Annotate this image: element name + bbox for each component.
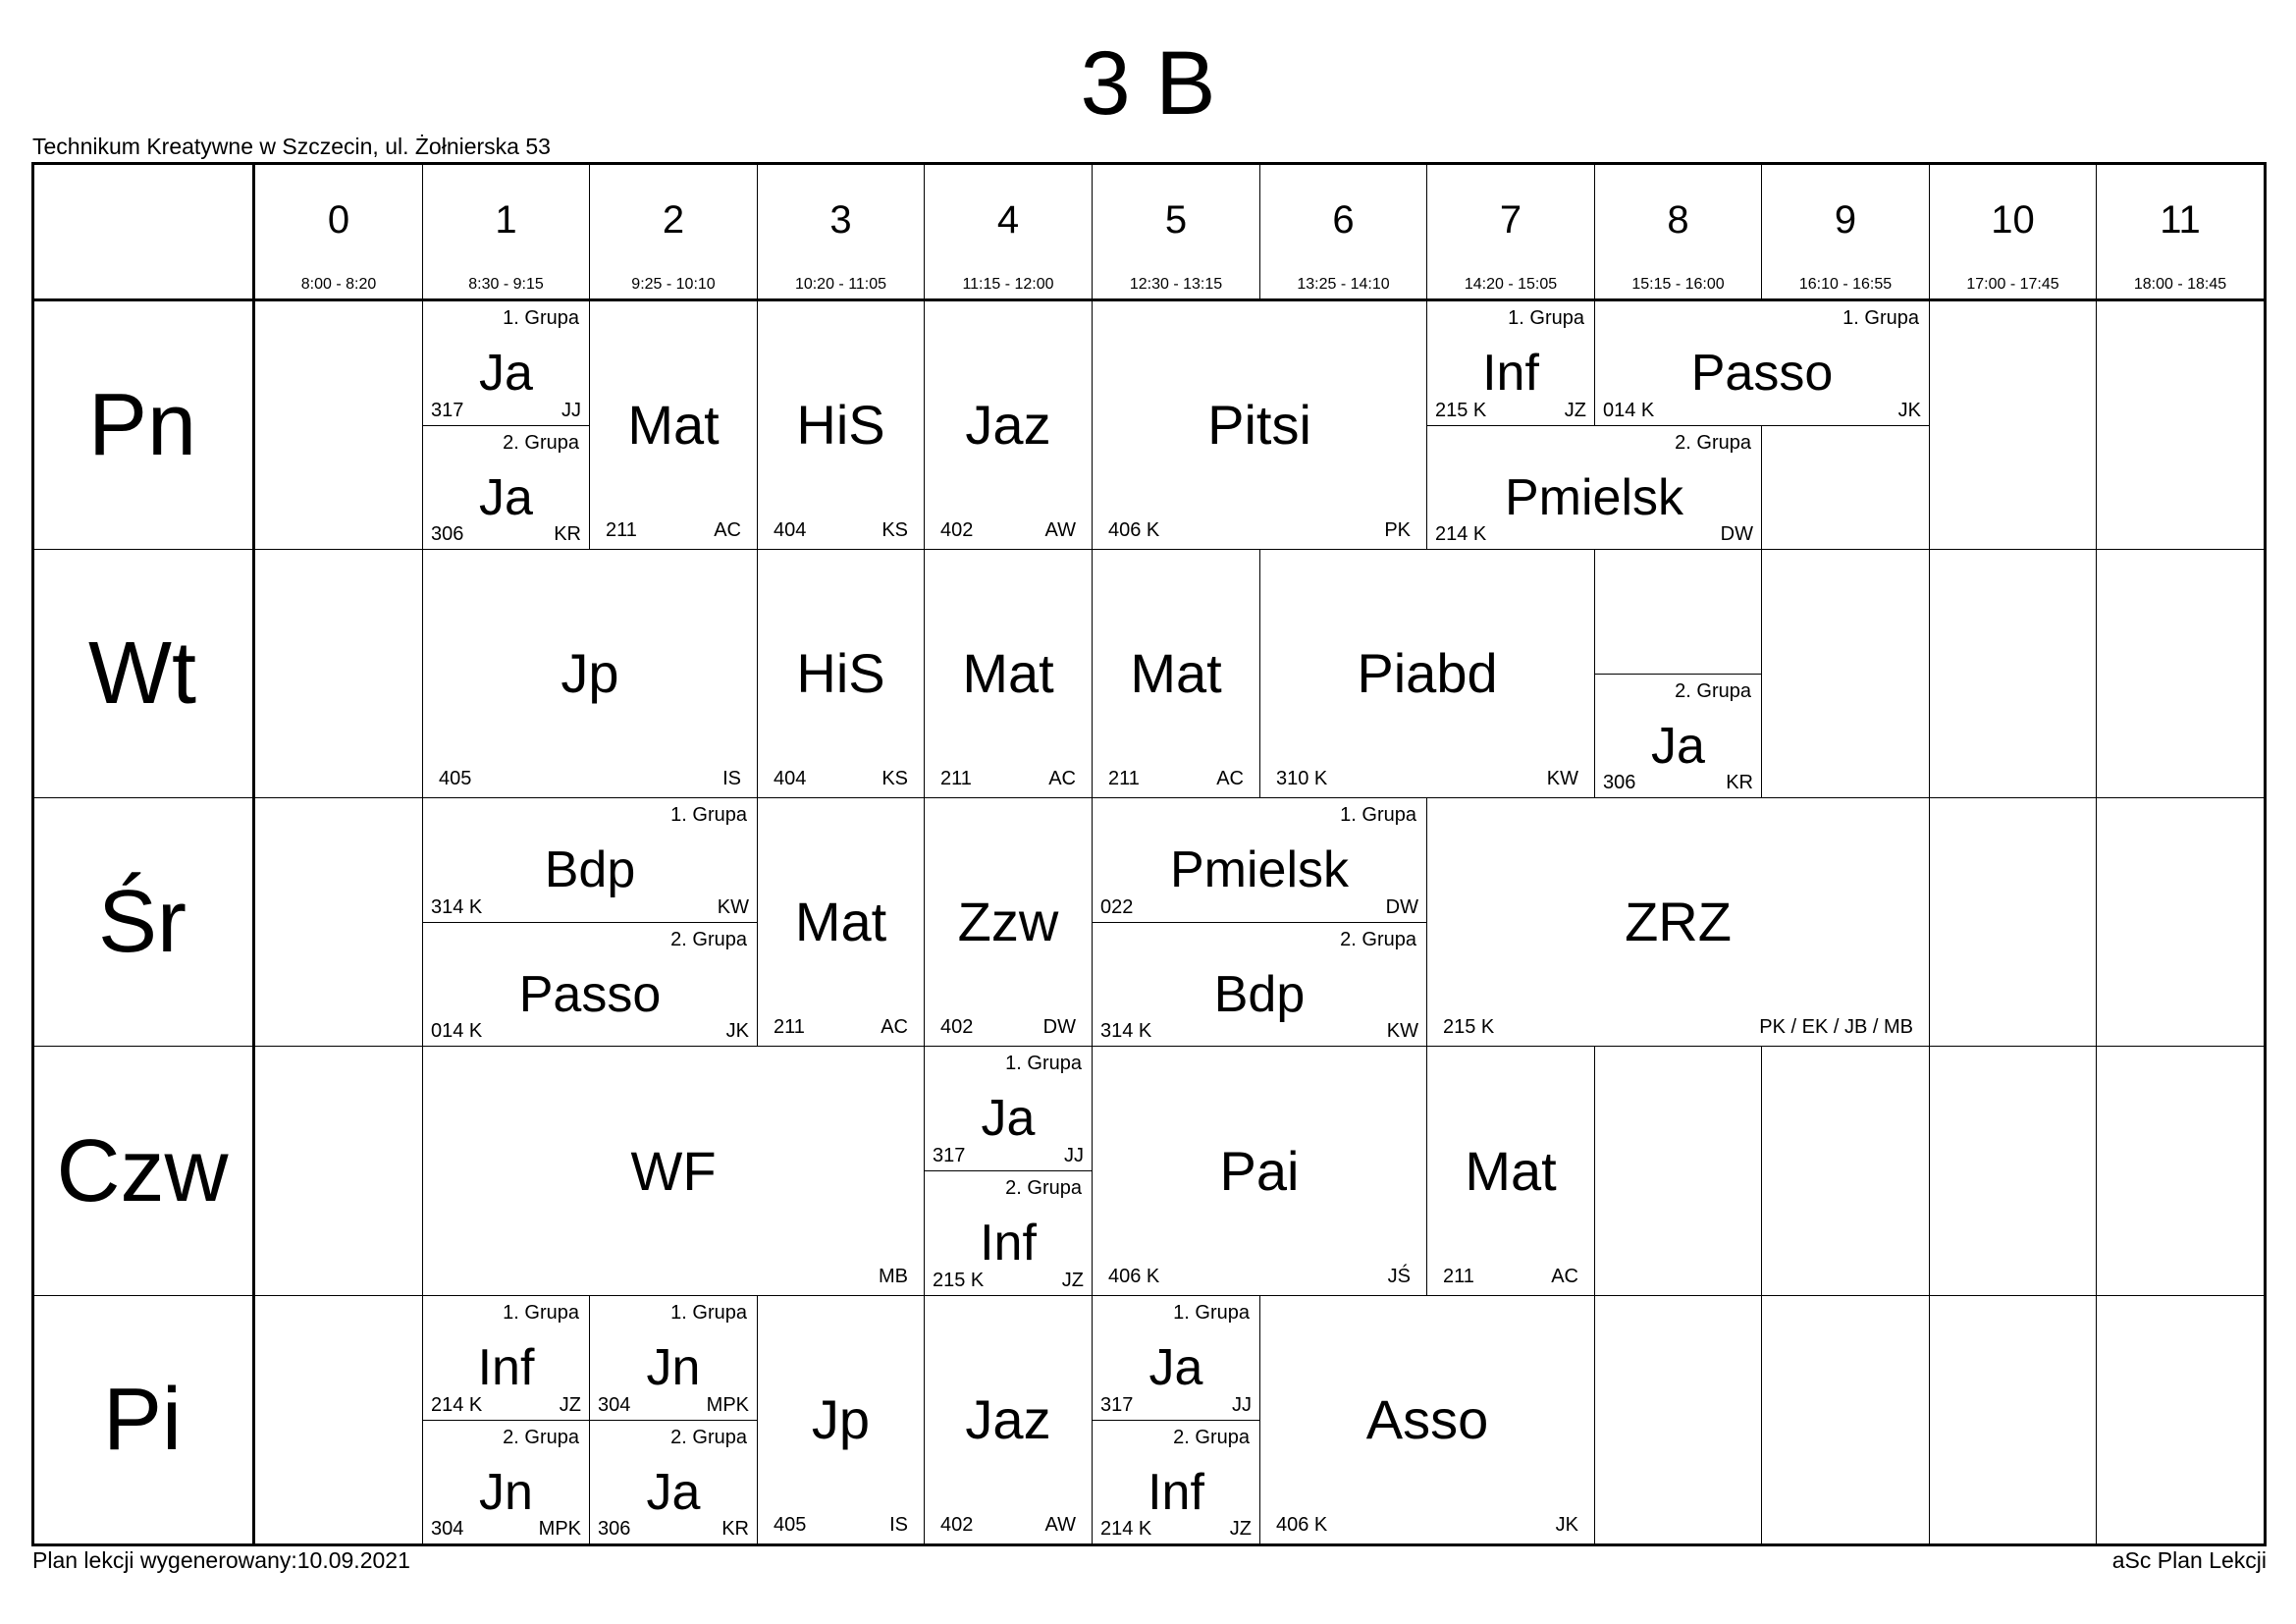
lesson-cell [1595,550,1762,675]
empty-slot [255,798,423,1047]
subject-name: Pmielsk [1504,468,1684,526]
group-label: 1. Grupa [503,1302,579,1324]
room-number: 014 K [1603,400,1655,421]
empty-slot [1762,550,1930,798]
period-header [423,163,590,301]
subject-name: Mat [1465,1139,1557,1202]
subject-name: Mat [794,891,887,952]
period-time: 11:15 - 12:00 [962,276,1054,293]
empty-slot [2097,1047,2265,1296]
teacher-code: KR [554,523,581,545]
group-label: 1. Grupa [1508,307,1584,329]
empty-slot [255,1047,423,1296]
lesson-cell [758,301,925,550]
room-number: 314 K [431,896,483,918]
period-number: 5 [1164,198,1188,242]
lesson-cell [1093,923,1427,1047]
lesson-cell [423,798,758,923]
teacher-code: KR [721,1518,749,1540]
lesson-cell [1093,301,1427,550]
period-header [1093,163,1260,301]
room-number: 406 K [1108,519,1160,541]
lesson-cell [1427,798,1930,1047]
room-number: 211 [606,519,637,541]
period-time: 13:25 - 14:10 [1297,276,1390,293]
subject-name: Inf [1148,1463,1204,1521]
empty-slot [1762,1047,1930,1296]
room-number: 306 [598,1518,631,1540]
lesson-cell [1427,426,1762,550]
subject-name: HiS [796,642,885,704]
room-number: 215 K [933,1270,985,1291]
teacher-code: JZ [1229,1518,1252,1540]
lesson-cell [423,923,758,1047]
room-number: 211 [1443,1266,1474,1287]
group-label: 2. Grupa [1173,1427,1250,1448]
lesson-cell [758,1296,925,1544]
subject-name: Jn [479,1463,533,1521]
empty-slot [1595,1047,1762,1296]
empty-slot [1930,1296,2097,1544]
room-number: 306 [431,523,464,545]
period-time: 17:00 - 17:45 [1966,276,2059,293]
day-label-cell [32,550,255,798]
room-number: 214 K [1435,523,1487,545]
day-label-cell [32,1296,255,1544]
day-label-cell [32,1047,255,1296]
teacher-code: PK / EK / JB / MB [1759,1016,1913,1038]
subject-name: Inf [1482,345,1539,403]
subject-name: Mat [1130,642,1222,704]
group-label: 1. Grupa [1173,1302,1250,1324]
empty-slot [2097,1296,2265,1544]
teacher-code: AC [1551,1266,1578,1287]
teacher-code: JZ [559,1394,581,1416]
teacher-code: AC [1048,768,1076,789]
subject-name: Bdp [1213,965,1306,1023]
teacher-code: KR [1726,772,1753,793]
generated-date: Plan lekcji wygenerowany:10.09.2021 [32,1547,410,1573]
teacher-code: MPK [706,1394,749,1416]
room-number: 211 [940,768,972,789]
subject-name: Asso [1365,1388,1489,1450]
period-time: 12:30 - 13:15 [1129,276,1223,293]
teacher-code: MB [879,1266,908,1287]
subject-name: Pai [1219,1139,1300,1202]
lesson-cell [1427,301,1595,426]
empty-slot [1930,798,2097,1047]
teacher-code: KS [881,768,908,789]
room-number: 402 [940,1514,974,1536]
lesson-cell [758,550,925,798]
room-number: 214 K [431,1394,483,1416]
teacher-code: IS [722,768,741,789]
teacher-code: AC [1216,768,1244,789]
room-number: 402 [940,519,974,541]
subject-name: Jp [811,1388,871,1450]
teacher-code: MPK [538,1518,581,1540]
period-time: 10:20 - 11:05 [794,276,887,293]
subject-name: Jp [561,642,619,704]
empty-slot [1595,1296,1762,1544]
group-label: 1. Grupa [1005,1053,1082,1074]
lesson-cell [423,1296,590,1421]
teacher-code: KW [717,896,749,918]
group-label: 1. Grupa [670,1302,747,1324]
room-number: 406 K [1108,1266,1160,1287]
lesson-cell [423,1047,925,1296]
lesson-cell [925,1047,1093,1171]
subject-name: Pmielsk [1169,841,1350,899]
empty-slot [255,550,423,798]
lesson-cell [423,1421,590,1544]
teacher-code: AW [1044,519,1076,541]
group-label: 2. Grupa [503,1427,579,1448]
group-label: 1. Grupa [503,307,579,329]
period-number: 3 [829,198,852,242]
day-label-cell [32,798,255,1047]
teacher-code: JŚ [1387,1266,1411,1287]
period-header [1427,163,1595,301]
period-number: 10 [1991,198,2035,242]
period-number: 9 [1834,198,1857,242]
room-number: 405 [774,1514,807,1536]
teacher-code: JJ [1232,1394,1252,1416]
group-label: 2. Grupa [1675,680,1751,702]
day-label-cell [32,301,255,550]
teacher-code: IS [889,1514,908,1536]
room-number: 022 [1100,896,1134,918]
period-header [1595,163,1762,301]
teacher-code: KS [881,519,908,541]
empty-slot [2097,301,2265,550]
subject-name: Jaz [965,394,1051,456]
period-number: 7 [1499,198,1522,242]
empty-slot [1930,1047,2097,1296]
page-title: 3 B [1080,33,1216,134]
subject-name: Ja [646,1463,701,1521]
period-time: 15:15 - 16:00 [1631,276,1725,293]
empty-slot [255,1296,423,1544]
room-number: 310 K [1276,768,1328,789]
teacher-code: JK [725,1020,749,1042]
period-number: 2 [662,198,685,242]
period-number: 4 [996,198,1020,242]
empty-slot [1930,301,2097,550]
day-label: Czw [56,1121,229,1220]
room-number: 404 [774,768,807,789]
room-number: 014 K [431,1020,483,1042]
period-header [1930,163,2097,301]
period-number: 8 [1667,198,1689,242]
period-time: 14:20 - 15:05 [1464,276,1558,293]
room-number: 406 K [1276,1514,1328,1536]
lesson-cell [590,301,758,550]
subject-name: Jn [646,1339,701,1397]
lesson-cell [423,301,590,426]
teacher-code: JJ [1064,1145,1084,1166]
teacher-code: JJ [561,400,581,421]
teacher-code: DW [1042,1016,1076,1038]
period-header [1762,163,1930,301]
period-time: 8:00 - 8:20 [300,276,377,293]
empty-slot [2097,798,2265,1047]
room-number: 314 K [1100,1020,1152,1042]
subject-name: Passo [1690,345,1834,403]
period-header [2097,163,2265,301]
room-number: 214 K [1100,1518,1152,1540]
room-number: 317 [1100,1394,1134,1416]
group-label: 1. Grupa [1340,804,1416,826]
room-number: 215 K [1443,1016,1495,1038]
group-label: 2. Grupa [1340,929,1416,950]
lesson-cell [1595,675,1762,798]
subject-name: ZRZ [1625,891,1732,952]
teacher-code: KW [1386,1020,1418,1042]
teacher-code: AW [1044,1514,1076,1536]
group-label: 2. Grupa [670,929,747,950]
room-number: 317 [933,1145,966,1166]
lesson-cell [1093,1421,1260,1544]
room-number: 211 [774,1016,805,1038]
teacher-code: DW [1720,523,1753,545]
teacher-code: KW [1546,768,1578,789]
subject-name: Jaz [965,1388,1051,1450]
teacher-code: JK [1897,400,1921,421]
room-number: 402 [940,1016,974,1038]
room-number: 304 [598,1394,631,1416]
subject-name: Pitsi [1207,394,1311,456]
lesson-cell [1260,1296,1595,1544]
room-number: 306 [1603,772,1636,793]
subject-name: Inf [477,1339,535,1397]
subject-name: Mat [627,394,720,456]
room-number: 215 K [1435,400,1487,421]
room-number: 211 [1108,768,1140,789]
period-number: 1 [495,198,517,242]
period-number: 6 [1332,198,1355,242]
group-label: 1. Grupa [1842,307,1919,329]
room-number: 405 [439,768,472,789]
room-number: 317 [431,400,464,421]
lesson-cell [1093,1047,1427,1296]
subject-name: Bdp [544,841,636,899]
teacher-code: PK [1384,519,1411,541]
teacher-code: JK [1555,1514,1578,1536]
period-number: 11 [2160,198,2201,242]
empty-slot [1762,1296,1930,1544]
lesson-cell [1427,1047,1595,1296]
lesson-cell [1093,550,1260,798]
period-time: 16:10 - 16:55 [1798,276,1893,293]
subject-name: Ja [479,468,533,526]
period-header [1260,163,1427,301]
lesson-cell [925,301,1093,550]
lesson-cell [1595,301,1930,426]
lesson-cell [1093,798,1427,923]
group-label: 1. Grupa [670,804,747,826]
subject-name: WF [630,1139,717,1202]
school-name: Technikum Kreatywne w Szczecin, ul. Żołnierska 53 [32,134,551,159]
teacher-code: DW [1385,896,1418,918]
empty-slot [255,301,423,550]
period-time: 18:00 - 18:45 [2133,276,2227,293]
teacher-code: AC [714,519,741,541]
period-header [925,163,1093,301]
period-number: 0 [327,198,350,242]
subject-name: Ja [1148,1339,1203,1397]
subject-name: Zzw [957,891,1059,952]
subject-name: HiS [796,394,885,456]
lesson-cell [590,1296,758,1421]
day-label: Pi [102,1371,183,1469]
teacher-code: AC [881,1016,908,1038]
empty-slot [2097,550,2265,798]
day-label: Wt [88,624,196,723]
day-label: Pn [87,376,197,474]
period-time: 9:25 - 10:10 [631,276,716,293]
teacher-code: JZ [1061,1270,1084,1291]
period-time: 8:30 - 9:15 [468,276,544,293]
room-number: 404 [774,519,807,541]
lesson-cell [925,550,1093,798]
lesson-cell [1093,1296,1260,1421]
lesson-cell [1260,550,1595,798]
room-number: 304 [431,1518,464,1540]
period-header [758,163,925,301]
subject-name: Ja [981,1090,1036,1148]
empty-slot [1930,550,2097,798]
group-label: 2. Grupa [503,432,579,454]
group-label: 2. Grupa [1005,1177,1082,1199]
subject-name: Ja [479,345,533,403]
subject-name: Inf [980,1215,1037,1272]
lesson-cell [925,1171,1093,1296]
lesson-cell [590,1421,758,1544]
corner-cell [32,163,255,301]
lesson-cell [423,550,758,798]
lesson-cell [758,798,925,1047]
software-name: aSc Plan Lekcji [2111,1547,2267,1573]
subject-name: Mat [962,642,1054,704]
period-header [255,163,423,301]
day-label: Śr [98,873,187,971]
period-header [590,163,758,301]
subject-name: Passo [518,965,662,1023]
subject-name: Piabd [1357,642,1498,704]
lesson-cell [925,1296,1093,1544]
group-label: 2. Grupa [1675,432,1751,454]
subject-name: Ja [1651,717,1705,775]
lesson-cell [925,798,1093,1047]
lesson-cell [423,426,590,550]
teacher-code: JZ [1564,400,1586,421]
group-label: 2. Grupa [670,1427,747,1448]
